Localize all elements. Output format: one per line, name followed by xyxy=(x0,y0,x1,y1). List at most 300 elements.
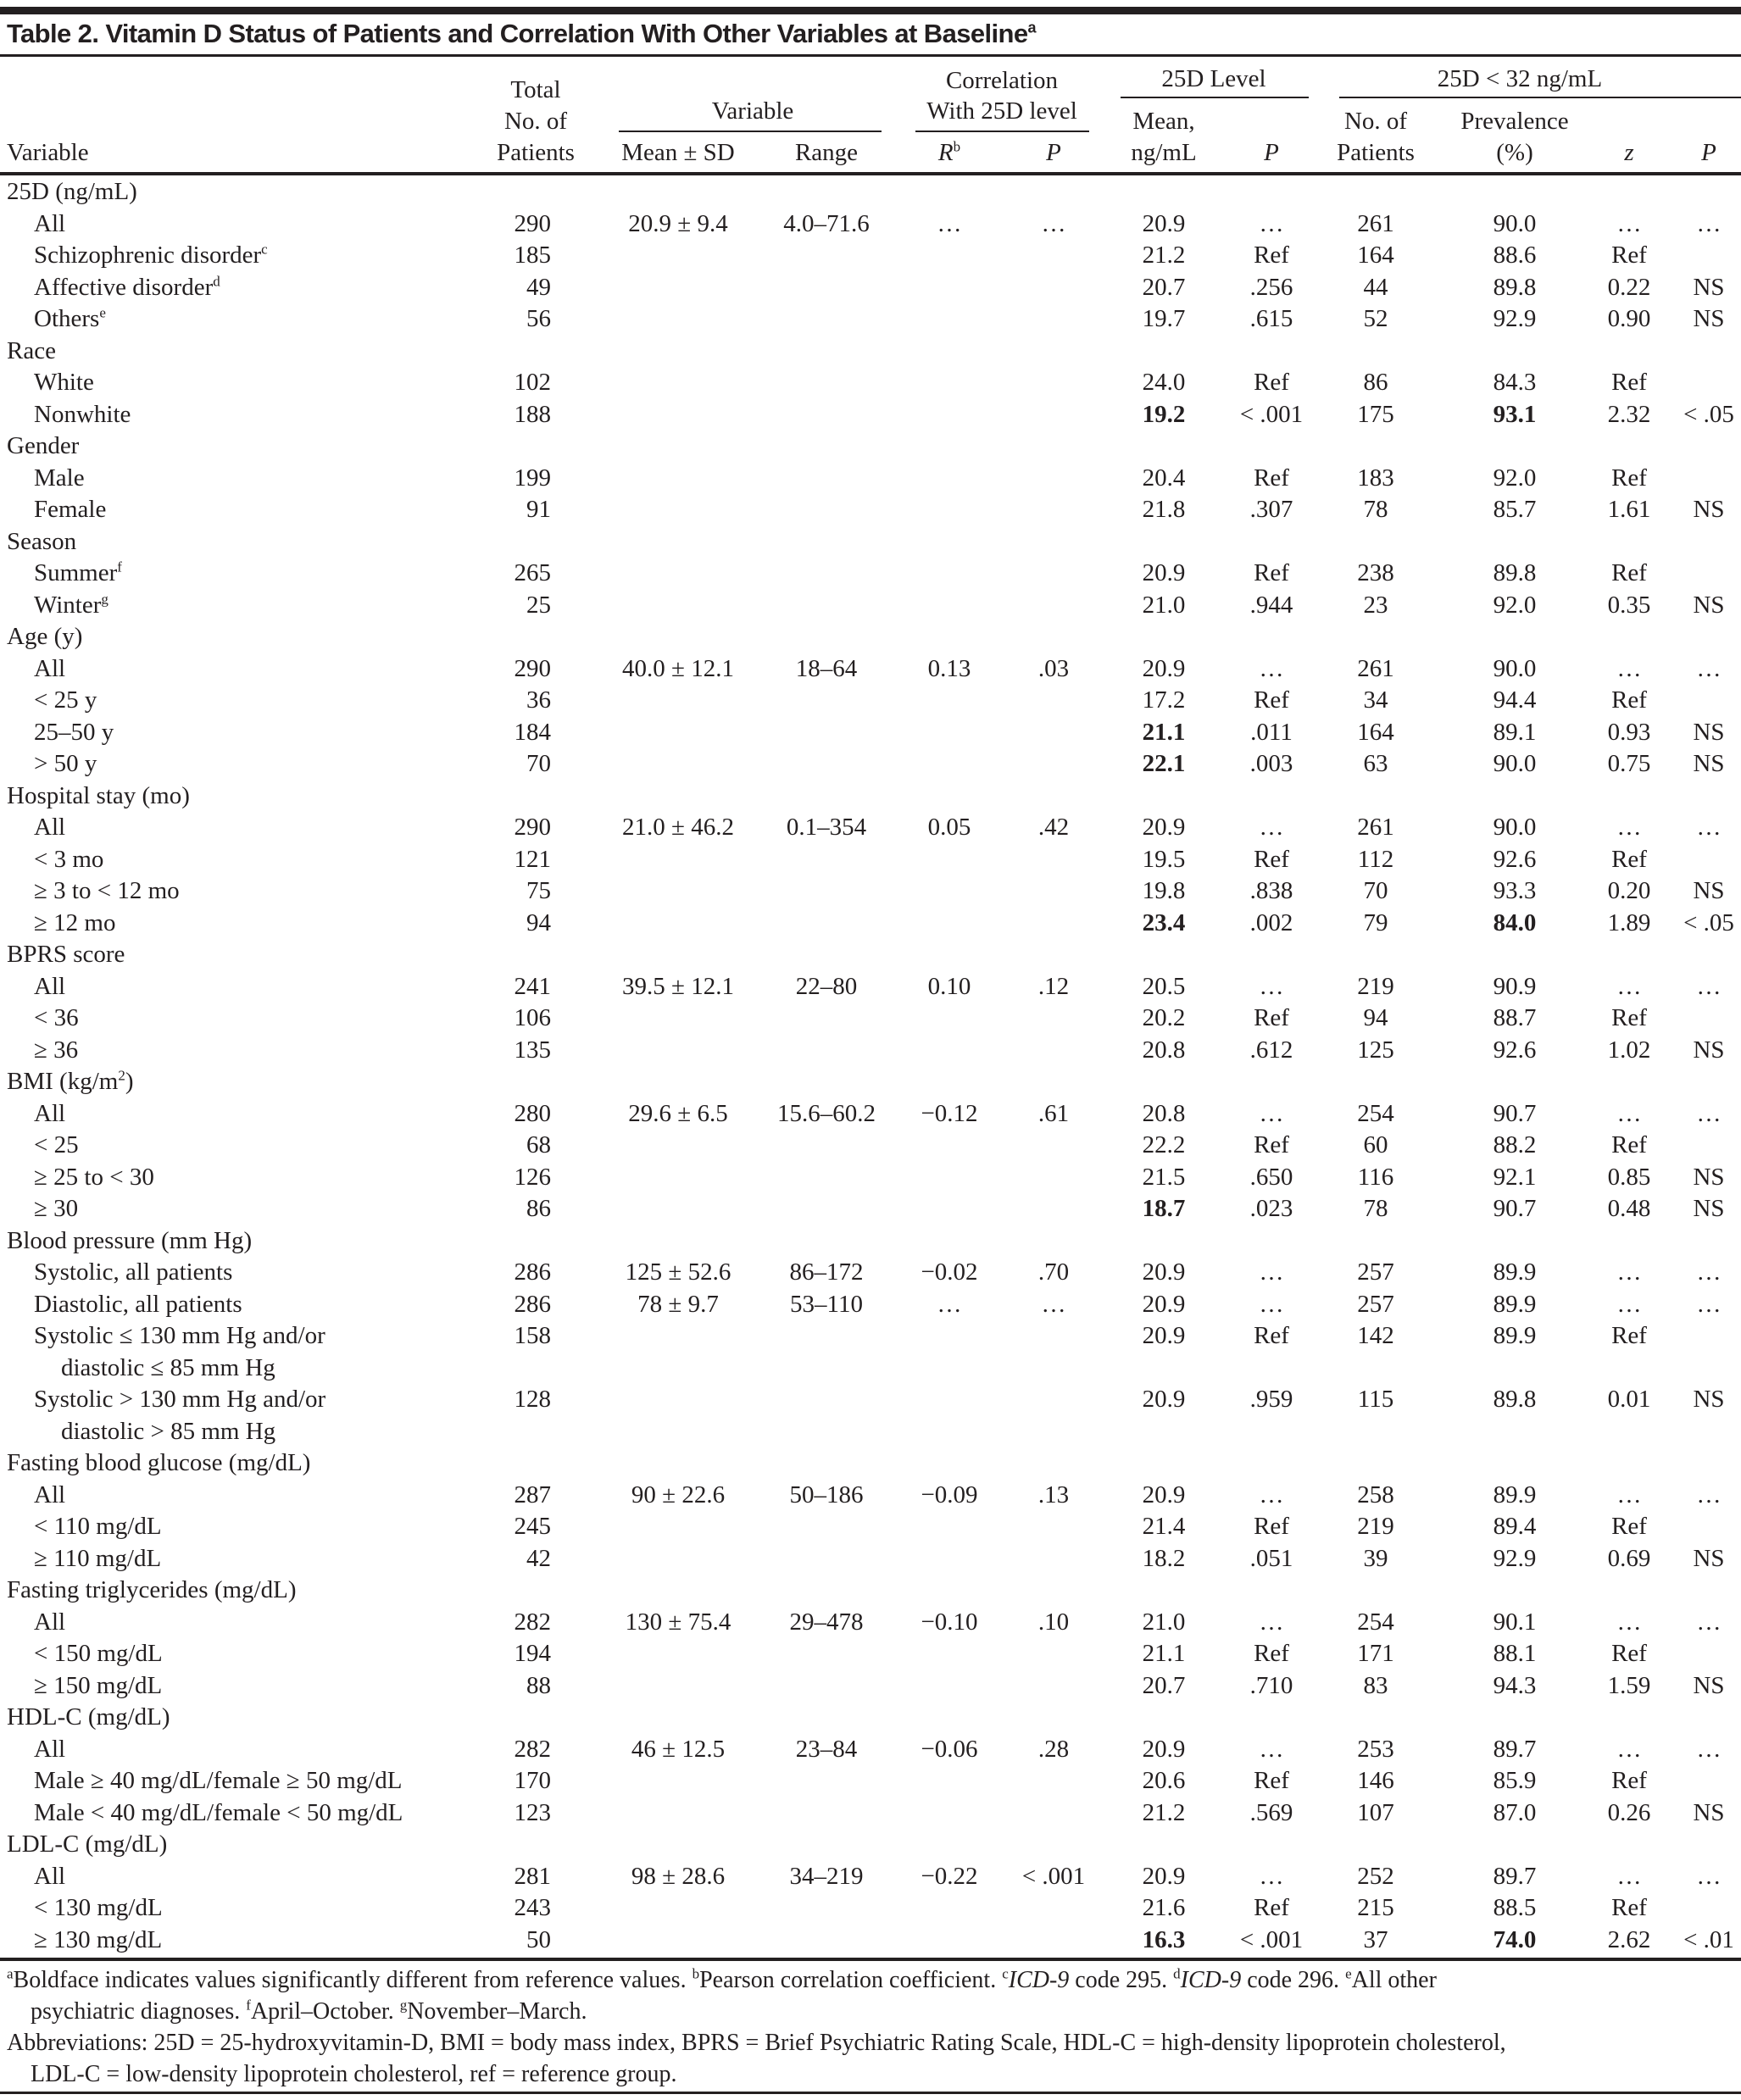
cell-level-p: Ref xyxy=(1254,845,1289,873)
cell-z-score: Ref xyxy=(1611,1894,1647,1921)
cell-z-score: Ref xyxy=(1611,1767,1647,1794)
cell-z-score: Ref xyxy=(1611,464,1647,492)
footnote-text: April–October. xyxy=(250,1998,400,2025)
table-row xyxy=(0,717,1741,749)
col-header-mean-2: ng/mL xyxy=(1131,139,1197,166)
footnote-italic: ICD-9 xyxy=(1008,1967,1070,1993)
cell-prevalence: 89.8 xyxy=(1493,273,1537,301)
col-group-correlation-1: Correlation xyxy=(945,67,1059,94)
row-label-text: All xyxy=(34,209,66,237)
row-label-text: Race xyxy=(7,336,56,364)
cell-mean-sd: 90 ± 22.6 xyxy=(631,1481,726,1508)
cell-correlation-r: −0.02 xyxy=(921,1258,978,1286)
row-label-text: < 36 xyxy=(34,1004,79,1031)
cell-deficient-count: 37 xyxy=(1363,1925,1388,1953)
row-label xyxy=(34,1098,65,1131)
row-label xyxy=(34,558,122,590)
cell-deficient-count: 257 xyxy=(1357,1290,1394,1318)
row-label xyxy=(34,1670,162,1703)
cell-total-patients: 70 xyxy=(526,750,551,777)
footnote-text: Boldface indicates values significantly different from reference values. xyxy=(13,1967,693,1993)
row-label xyxy=(34,1257,232,1289)
cell-deficient-count: 23 xyxy=(1363,591,1388,619)
row-label xyxy=(34,844,103,876)
col-header-mean-1: Mean, xyxy=(1132,108,1195,135)
table-row xyxy=(0,971,1741,1003)
cell-mean-25d: 19.8 xyxy=(1142,877,1186,904)
cell-total-patients: 199 xyxy=(514,464,551,492)
cell-level-p: .838 xyxy=(1249,877,1293,904)
cell-z-score: … xyxy=(1616,1735,1642,1763)
cell-prevalence: 90.0 xyxy=(1493,814,1537,841)
row-label-text: Female xyxy=(34,496,107,523)
table-row xyxy=(0,1925,1741,1957)
row-label-text: All xyxy=(34,972,66,1000)
table-row xyxy=(0,1543,1741,1575)
row-label-text: ≥ 3 to < 12 mo xyxy=(34,877,180,904)
cell-total-patients: 88 xyxy=(526,1671,551,1699)
cell-deficient-count: 125 xyxy=(1357,1036,1394,1064)
cell-mean-25d: 21.5 xyxy=(1142,1163,1186,1191)
cell-deficient-count: 254 xyxy=(1357,1608,1394,1636)
cell-level-p: .710 xyxy=(1249,1671,1293,1699)
cell-prevalence: 85.9 xyxy=(1493,1767,1537,1794)
row-label xyxy=(34,1480,65,1512)
cell-z-score: … xyxy=(1616,209,1642,237)
cell-prevalence: 88.6 xyxy=(1493,242,1537,269)
group-rule-correlation xyxy=(915,131,1089,132)
footnote-line-2 xyxy=(7,1996,1736,2027)
cell-deficient-count: 107 xyxy=(1357,1798,1394,1826)
row-label-text: 25D (ng/mL) xyxy=(7,178,137,205)
row-label xyxy=(7,1447,310,1480)
bottom-rule xyxy=(0,2092,1741,2094)
row-label xyxy=(34,1892,163,1925)
cell-total-patients: 184 xyxy=(514,718,551,746)
abbreviations-line-2: LDL-C = low-density lipoprotein cholesterol, ref = reference group. xyxy=(31,2061,677,2087)
cell-deficient-count: 261 xyxy=(1357,654,1394,682)
cell-total-patients: 281 xyxy=(514,1862,551,1890)
cell-total-patients: 25 xyxy=(526,591,551,619)
cell-correlation-p: .42 xyxy=(1037,814,1070,841)
footnote-mark: f xyxy=(117,558,122,575)
cell-level-p: Ref xyxy=(1254,369,1289,396)
row-label xyxy=(7,1225,252,1258)
cell-deficient-count: 116 xyxy=(1357,1163,1394,1191)
cell-mean-25d: 19.7 xyxy=(1142,305,1186,332)
footnote-text: Pearson correlation coefficient. xyxy=(699,1967,1003,1993)
footnote-mark: g xyxy=(399,1997,408,2014)
cell-mean-sd: 39.5 ± 12.1 xyxy=(622,972,734,1000)
cell-range: 4.0–71.6 xyxy=(783,209,870,237)
col-group-correlation-2: With 25D level xyxy=(926,97,1077,125)
cell-z-score: 2.32 xyxy=(1607,400,1651,428)
cell-total-patients: 91 xyxy=(526,496,551,523)
cell-prevalence: 74.0 xyxy=(1493,1925,1537,1953)
col-header-total-2: No. of xyxy=(503,108,568,135)
title-text: Table 2. Vitamin D Status of Patients and Correlation With Other Variables at Baseline xyxy=(7,19,1028,48)
cell-range: 0.1–354 xyxy=(786,814,867,841)
cell-total-patients: 50 xyxy=(526,1925,551,1953)
cell-total-patients: 68 xyxy=(526,1131,551,1158)
cell-level-p: Ref xyxy=(1254,1131,1289,1158)
cell-deficient-count: 142 xyxy=(1357,1322,1394,1349)
cell-deficient-count: 252 xyxy=(1357,1862,1394,1890)
cell-range: 22–80 xyxy=(795,972,858,1000)
cell-z-score: 0.75 xyxy=(1607,750,1651,777)
cell-deficient-count: 171 xyxy=(1357,1640,1394,1667)
table-row xyxy=(0,208,1741,241)
row-label-text: All xyxy=(34,1608,66,1636)
cell-level-p: .023 xyxy=(1249,1195,1293,1222)
cell-mean-25d: 20.9 xyxy=(1142,1290,1186,1318)
cell-level-p: … xyxy=(1259,1258,1284,1286)
table-row xyxy=(0,367,1741,399)
table-row xyxy=(0,1670,1741,1703)
row-label-text: Schizophrenic disorder xyxy=(34,242,262,269)
table-row xyxy=(0,908,1741,940)
row-label-text: Winter xyxy=(34,591,102,619)
cell-mean-sd: 20.9 ± 9.4 xyxy=(628,209,728,237)
table-row xyxy=(0,653,1741,686)
col-header-z: z xyxy=(1624,139,1634,166)
table-row xyxy=(0,558,1741,590)
cell-range: 18–64 xyxy=(795,654,858,682)
cell-total-patients: 102 xyxy=(514,369,551,396)
cell-level-p: .612 xyxy=(1249,1036,1293,1064)
row-label-text: ≥ 130 mg/dL xyxy=(34,1925,163,1953)
footnote-mark: d xyxy=(213,272,220,289)
cell-prevalence-p: … xyxy=(1696,1608,1722,1636)
cell-deficient-count: 112 xyxy=(1357,845,1394,873)
cell-total-patients: 287 xyxy=(514,1481,551,1508)
cell-z-score: 1.02 xyxy=(1607,1036,1651,1064)
cell-z-score: … xyxy=(1616,814,1642,841)
cell-prevalence-p: NS xyxy=(1693,718,1725,746)
cell-prevalence: 88.2 xyxy=(1493,1131,1537,1158)
cell-mean-25d: 19.2 xyxy=(1142,400,1186,428)
cell-range: 86–172 xyxy=(789,1258,864,1286)
abbreviations-line-1: Abbreviations: 25D = 25-hydroxyvitamin-D, BMI = body mass index, BPRS = Brief Psychiatric Rating Scale, HDL-C = high-density lipoprotein cholesterol, xyxy=(7,2030,1506,2056)
cell-mean-sd: 46 ± 12.5 xyxy=(631,1735,726,1763)
cell-prevalence: 94.4 xyxy=(1493,686,1537,714)
cell-mean-sd: 125 ± 52.6 xyxy=(625,1258,731,1286)
section-row xyxy=(0,1829,1741,1861)
cell-mean-25d: 20.9 xyxy=(1142,1386,1186,1413)
table-row xyxy=(0,1765,1741,1797)
cell-level-p: .011 xyxy=(1250,718,1293,746)
row-label-text: Fasting triglycerides (mg/dL) xyxy=(7,1576,297,1603)
cell-z-score: Ref xyxy=(1611,242,1647,269)
cell-range: 34–219 xyxy=(789,1862,864,1890)
cell-prevalence: 88.5 xyxy=(1493,1894,1537,1921)
cell-mean-25d: 21.2 xyxy=(1142,242,1186,269)
cell-mean-sd: 29.6 ± 6.5 xyxy=(628,1099,728,1127)
cell-total-patients: 241 xyxy=(514,972,551,1000)
footnote-mark: a xyxy=(7,1965,14,1982)
group-rule-25d-level xyxy=(1121,97,1309,98)
cell-mean-25d: 20.7 xyxy=(1142,273,1186,301)
section-row xyxy=(0,939,1741,971)
title-footnote-mark: a xyxy=(1027,19,1036,36)
cell-correlation-r: 0.10 xyxy=(927,972,971,1000)
row-label-text: ≥ 150 mg/dL xyxy=(34,1671,163,1699)
footnote-mark: c xyxy=(261,241,268,258)
row-label xyxy=(61,1416,275,1448)
cell-prevalence-p: … xyxy=(1696,972,1722,1000)
row-label-text: diastolic ≤ 85 mm Hg xyxy=(61,1353,275,1381)
cell-prevalence: 84.3 xyxy=(1493,369,1537,396)
col-group-below-32: 25D < 32 ng/mL xyxy=(1437,65,1603,92)
row-label xyxy=(61,1353,275,1385)
cell-deficient-count: 52 xyxy=(1363,305,1388,332)
row-label-text: BPRS score xyxy=(7,941,125,968)
footnote-mark: e xyxy=(1345,1965,1352,1982)
table-row xyxy=(0,240,1741,272)
table-row xyxy=(0,1480,1741,1512)
cell-prevalence-p: NS xyxy=(1693,877,1725,904)
cell-prevalence-p: < .05 xyxy=(1683,400,1734,428)
cell-z-score: 0.90 xyxy=(1607,305,1651,332)
cell-z-score: 1.59 xyxy=(1607,1671,1651,1699)
row-label xyxy=(34,399,131,431)
col-header-p-correlation: P xyxy=(1046,139,1061,166)
cell-prevalence: 90.0 xyxy=(1493,750,1537,777)
cell-mean-sd: 21.0 ± 46.2 xyxy=(622,814,734,841)
cell-level-p: Ref xyxy=(1254,1322,1289,1349)
row-label xyxy=(34,1925,162,1957)
footnote-mark: e xyxy=(99,304,106,321)
cell-mean-25d: 21.6 xyxy=(1142,1894,1186,1921)
cell-total-patients: 290 xyxy=(514,654,551,682)
cell-prevalence: 90.1 xyxy=(1493,1608,1537,1636)
cell-mean-25d: 20.9 xyxy=(1142,814,1186,841)
cell-z-score: … xyxy=(1616,654,1642,682)
cell-prevalence-p: < .01 xyxy=(1683,1925,1734,1953)
cell-mean-25d: 22.2 xyxy=(1142,1131,1186,1158)
footnote-line-1 xyxy=(7,1964,1736,1996)
cell-total-patients: 282 xyxy=(514,1608,551,1636)
row-label xyxy=(34,1797,403,1830)
cell-z-score: 2.62 xyxy=(1607,1925,1651,1953)
cell-total-patients: 94 xyxy=(526,908,551,936)
cell-mean-25d: 23.4 xyxy=(1142,908,1186,936)
cell-mean-25d: 24.0 xyxy=(1142,369,1186,396)
col-header-r xyxy=(938,137,960,169)
cell-prevalence: 89.4 xyxy=(1493,1513,1537,1540)
table-row xyxy=(0,1098,1741,1131)
row-label-text: 25–50 y xyxy=(34,718,114,746)
cell-z-score: 0.20 xyxy=(1607,877,1651,904)
cell-mean-25d: 20.8 xyxy=(1142,1099,1186,1127)
cell-total-patients: 36 xyxy=(526,686,551,714)
cell-mean-25d: 20.9 xyxy=(1142,1481,1186,1508)
cell-deficient-count: 115 xyxy=(1357,1386,1394,1413)
cell-total-patients: 286 xyxy=(514,1258,551,1286)
cell-z-score: 0.26 xyxy=(1607,1798,1651,1826)
cell-level-p: … xyxy=(1259,1290,1284,1318)
footnote-mark: b xyxy=(692,1965,700,1982)
cell-deficient-count: 60 xyxy=(1363,1131,1388,1158)
cell-mean-25d: 20.8 xyxy=(1142,1036,1186,1064)
cell-correlation-p: .03 xyxy=(1037,654,1070,682)
cell-level-p: Ref xyxy=(1254,1004,1289,1031)
col-group-variable: Variable xyxy=(711,97,794,125)
cell-z-score: Ref xyxy=(1611,1640,1647,1667)
col-group-25d-level: 25D Level xyxy=(1161,65,1266,92)
cell-prevalence-p: NS xyxy=(1693,1544,1725,1572)
cell-prevalence: 89.8 xyxy=(1493,1386,1537,1413)
cell-total-patients: 121 xyxy=(514,845,551,873)
cell-correlation-r: −0.22 xyxy=(921,1862,978,1890)
section-row xyxy=(0,1447,1741,1480)
cell-deficient-count: 175 xyxy=(1357,400,1394,428)
cell-range: 50–186 xyxy=(789,1481,864,1508)
row-label-text: All xyxy=(34,654,66,682)
table-row xyxy=(0,1511,1741,1543)
cell-correlation-p: … xyxy=(1041,1290,1066,1318)
cell-deficient-count: 257 xyxy=(1357,1258,1394,1286)
row-label-text: Blood pressure (mm Hg) xyxy=(7,1226,253,1254)
cell-total-patients: 75 xyxy=(526,877,551,904)
row-label xyxy=(34,208,65,241)
row-label xyxy=(34,1162,154,1194)
cell-deficient-count: 44 xyxy=(1363,273,1388,301)
footnote-italic: ICD-9 xyxy=(1180,1967,1242,1993)
table-row xyxy=(0,399,1741,431)
row-label xyxy=(34,1765,403,1797)
row-label-text: HDL-C (mg/dL) xyxy=(7,1703,170,1731)
row-label xyxy=(34,748,97,781)
cell-prevalence: 90.7 xyxy=(1493,1195,1537,1222)
cell-level-p: … xyxy=(1259,209,1284,237)
row-label-text: Others xyxy=(34,305,100,332)
cell-correlation-p: .61 xyxy=(1037,1099,1070,1127)
row-label-text: All xyxy=(34,1862,66,1890)
cell-correlation-r: 0.13 xyxy=(927,654,971,682)
cell-z-score: 1.89 xyxy=(1607,908,1651,936)
footnote-mark: d xyxy=(1173,1965,1181,1982)
cell-total-patients: 282 xyxy=(514,1735,551,1763)
cell-level-p: Ref xyxy=(1254,559,1289,586)
table-row xyxy=(0,1384,1741,1416)
section-row xyxy=(0,1066,1741,1098)
cell-level-p: .650 xyxy=(1249,1163,1293,1191)
row-label xyxy=(34,1607,65,1639)
cell-prevalence: 89.9 xyxy=(1493,1322,1537,1349)
cell-mean-25d: 20.4 xyxy=(1142,464,1186,492)
row-label xyxy=(34,463,85,495)
cell-total-patients: 135 xyxy=(514,1036,551,1064)
table-row xyxy=(0,463,1741,495)
cell-correlation-p: .28 xyxy=(1037,1735,1070,1763)
table-row xyxy=(0,272,1741,304)
row-label xyxy=(34,1320,325,1353)
row-label-text: Season xyxy=(7,527,77,555)
cell-prevalence-p: NS xyxy=(1693,1798,1725,1826)
table-row xyxy=(0,748,1741,781)
row-label-text: Fasting blood glucose (mg/dL) xyxy=(7,1449,311,1476)
cell-mean-25d: 20.2 xyxy=(1142,1004,1186,1031)
cell-prevalence: 87.0 xyxy=(1493,1798,1537,1826)
cell-prevalence: 84.0 xyxy=(1493,908,1537,936)
cell-prevalence: 94.3 xyxy=(1493,1671,1537,1699)
row-label xyxy=(7,431,79,463)
row-label xyxy=(7,526,76,558)
row-label xyxy=(34,1003,79,1035)
cell-z-score: Ref xyxy=(1611,1513,1647,1540)
cell-total-patients: 290 xyxy=(514,209,551,237)
col-header-prevalence-2: (%) xyxy=(1496,139,1533,166)
footnote-mark: f xyxy=(246,1997,251,2014)
cell-prevalence: 89.1 xyxy=(1493,718,1537,746)
table-row xyxy=(0,494,1741,526)
cell-level-p: … xyxy=(1259,1862,1284,1890)
title-rule xyxy=(0,54,1741,57)
cell-prevalence: 88.1 xyxy=(1493,1640,1537,1667)
section-row xyxy=(0,526,1741,558)
cell-level-p: .944 xyxy=(1249,591,1293,619)
row-label-text: < 25 xyxy=(34,1131,79,1158)
cell-prevalence-p: … xyxy=(1696,209,1722,237)
cell-mean-25d: 21.8 xyxy=(1142,496,1186,523)
cell-prevalence: 89.8 xyxy=(1493,559,1537,586)
table-row xyxy=(0,1861,1741,1893)
row-label xyxy=(7,336,56,368)
cell-correlation-p: .10 xyxy=(1037,1608,1070,1636)
row-label xyxy=(34,1289,242,1321)
cell-prevalence: 92.6 xyxy=(1493,1036,1537,1064)
row-label-text: < 110 mg/dL xyxy=(34,1513,162,1540)
cell-z-score: Ref xyxy=(1611,1131,1647,1158)
cell-prevalence-p: … xyxy=(1696,1481,1722,1508)
cell-mean-25d: 21.1 xyxy=(1142,718,1186,746)
row-label-text: Nonwhite xyxy=(34,400,131,428)
row-label xyxy=(34,653,65,686)
cell-prevalence-p: NS xyxy=(1693,1671,1725,1699)
table-row xyxy=(0,1797,1741,1830)
cell-total-patients: 126 xyxy=(514,1163,551,1191)
cell-total-patients: 106 xyxy=(514,1004,551,1031)
cell-deficient-count: 219 xyxy=(1357,972,1394,1000)
cell-z-score: … xyxy=(1616,1862,1642,1890)
cell-mean-25d: 20.6 xyxy=(1142,1767,1186,1794)
r-footnote-mark: b xyxy=(953,138,961,155)
row-label xyxy=(34,971,65,1003)
row-label-text: Systolic > 130 mm Hg and/or xyxy=(34,1386,326,1413)
cell-level-p: < .001 xyxy=(1239,400,1304,428)
cell-prevalence-p: NS xyxy=(1693,496,1725,523)
cell-deficient-count: 86 xyxy=(1363,369,1388,396)
cell-prevalence-p: … xyxy=(1696,1862,1722,1890)
cell-level-p: .051 xyxy=(1249,1544,1293,1572)
cell-mean-25d: 18.2 xyxy=(1142,1544,1186,1572)
row-label xyxy=(34,1638,163,1670)
cell-prevalence: 92.0 xyxy=(1493,464,1537,492)
cell-level-p: .003 xyxy=(1249,750,1293,777)
cell-mean-25d: 21.1 xyxy=(1142,1640,1186,1667)
cell-deficient-count: 261 xyxy=(1357,814,1394,841)
row-label xyxy=(34,1130,79,1162)
table-row xyxy=(0,590,1741,622)
cell-prevalence: 92.9 xyxy=(1493,1544,1537,1572)
cell-range: 29–478 xyxy=(789,1608,864,1636)
row-label-text: > 50 y xyxy=(34,750,97,777)
cell-z-score: 0.93 xyxy=(1607,718,1651,746)
cell-mean-sd: 130 ± 75.4 xyxy=(625,1608,731,1636)
row-label xyxy=(7,939,125,971)
cell-deficient-count: 146 xyxy=(1357,1767,1394,1794)
